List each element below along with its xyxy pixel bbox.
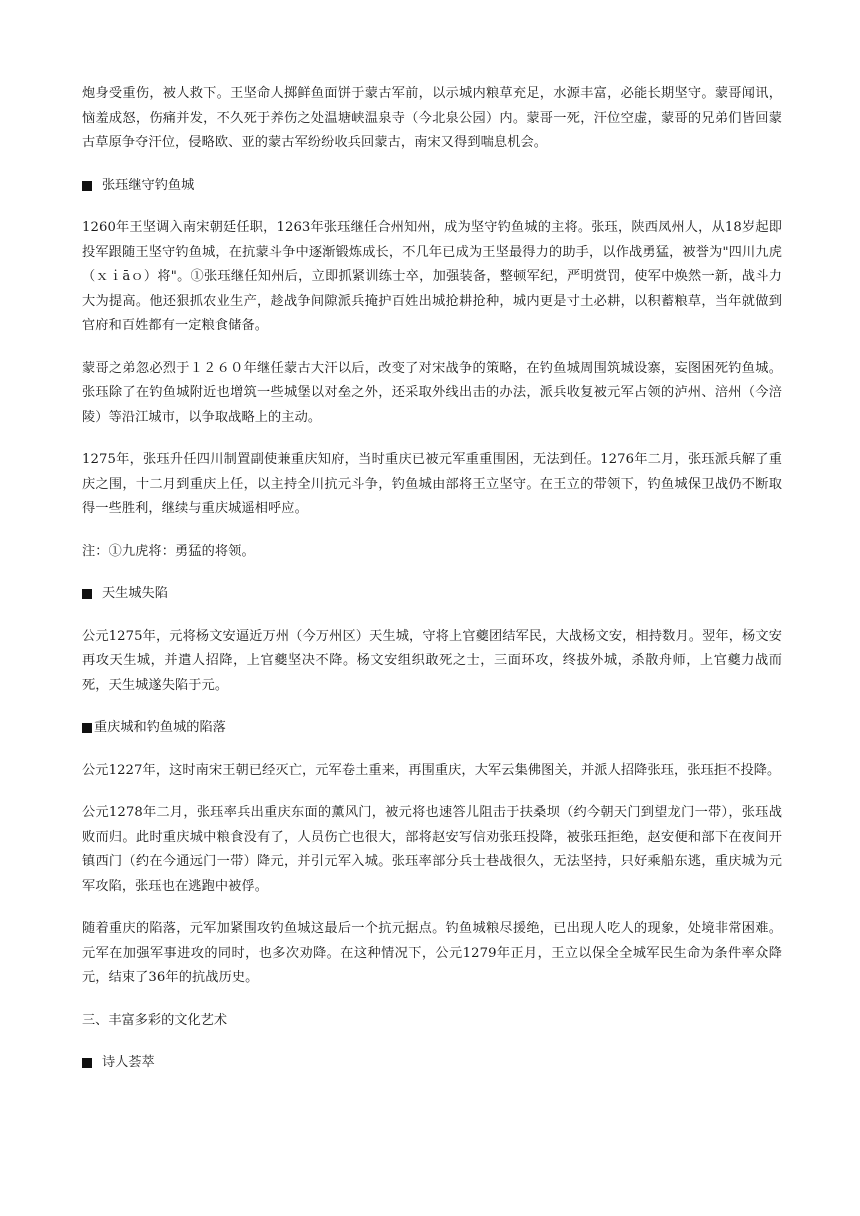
square-bullet-icon xyxy=(82,1058,92,1068)
heading-text: 张珏继守钓鱼城 xyxy=(102,177,195,193)
chapter-heading-culture xyxy=(82,1009,782,1034)
paragraph-kublai: 蒙哥之弟忽必烈于１２６０年继任蒙古大汗以后，改变了对宋战争的策略，在钓鱼城周围筑城设寨，妄图困死钓鱼城。张珏除了在钓鱼城附近也增筑一些城堡以对垒之外，还采取外线出击的办法，派兵收复被元军占领的泸州、涪州（今涪陵）等沿江城市，以争取战略上的主动。 xyxy=(82,360,782,425)
paragraph-tiansheng: 公元1275年，元将杨文安逼近万州（今万州区）天生城，守将上官夔团结军民，大战杨文安，相持数月。翌年，杨文安再攻天生城，并遣人招降，上官夔坚决不降。杨文安组织敢死之士，三面环攻，终拔外城，杀散舟师，上官夔力战而死，天生城遂失陷于元。 xyxy=(82,628,782,693)
heading-text: 三、丰富多彩的文化艺术 xyxy=(82,1012,228,1028)
heading-text: 重庆城和钓鱼城的陷落 xyxy=(94,720,226,735)
paragraph-1227: 公元1227年，这时南宋王朝已经灭亡，元军卷土重来，再围重庆，大军云集佛图关，并派人招降张珏，张珏拒不投降。 xyxy=(82,762,781,778)
square-bullet-icon xyxy=(82,589,92,599)
paragraph-1260: 1260年王坚调入南宋朝廷任职，1263年张珏继任合州知州，成为坚守钓鱼城的主将。张珏，陕西凤州人，从18岁起即投军跟随王坚守钓鱼城，在抗蒙斗争中逐渐锻炼成长，不几年已成为王坚最得力的助手，以作战勇猛，被誉为"四川九虎（ｘｉāｏ）将"。①张珏继任知州后，立即抓紧训练士卒，加强装备，整顿军纪，严明赏罚，使军中焕然一新，战斗力大为提高。他还狠抓农业生产，趁战争间隙派兵掩护百姓出城抢耕抢种，城内更是寸土必耕，以积蓄粮草，当年就做到官府和百姓都有一定粮食储备。 xyxy=(82,220,782,333)
section-heading-zhangjue xyxy=(82,174,782,199)
section-heading-poets xyxy=(82,1051,782,1076)
paragraph-1275: 1275年，张珏升任四川制置副使兼重庆知府，当时重庆已被元军重重围困，无法到任。1276年二月，张珏派兵解了重庆之围，十二月到重庆上任，以主持全川抗元斗争，钓鱼城由部将王立坚守。在王立的带领下，钓鱼城保卫战仍不断取得一些胜利，继续与重庆城遥相呼应。 xyxy=(82,452,782,516)
square-bullet-icon xyxy=(82,723,92,733)
paragraph-intro: 炮身受重伤，被人救下。王坚命人掷鲜鱼面饼于蒙古军前，以示城内粮草充足，水源丰富，必能长期坚守。蒙哥闻讯，恼羞成怒，伤痛并发，不久死于养伤之处温塘峡温泉寺（今北泉公园）内。蒙哥一死，汗位空虚，蒙哥的兄弟们皆回蒙古草原争夺汗位，侵略欧、亚的蒙古军纷纷收兵回蒙古，南宋又得到喘息机会。 xyxy=(82,86,782,150)
section-heading-tiansheng xyxy=(82,582,782,607)
document-page xyxy=(82,82,782,1094)
square-bullet-icon xyxy=(82,181,92,191)
section-heading-fall xyxy=(82,716,782,741)
heading-text: 诗人荟萃 xyxy=(102,1055,155,1070)
footnote: 注：①九虎将：勇猛的将领。 xyxy=(82,543,255,559)
paragraph-1278: 公元1278年二月，张珏率兵出重庆东面的薰风门，被元将也速答儿阻击于扶桑坝（约今朝天门到望龙门一带），张珏战败而归。此时重庆城中粮食没有了，人员伤亡也很大，部将赵安写信劝张珏投降，被张珏拒绝，赵安便和部下在夜间开镇西门（约在今通远门一带）降元，并引元军入城。张珏率部分兵士巷战很久，无法坚持，只好乘船东逃，重庆城为元军攻陷，张珏也在逃跑中被俘。 xyxy=(82,805,782,894)
paragraph-final-siege: 随着重庆的陷落，元军加紧围攻钓鱼城这最后一个抗元据点。钓鱼城粮尽援绝，已出现人吃人的现象，处境非常困难。元军在加强军事进攻的同时，也多次劝降。在这种情况下，公元1279年正月，王立以保全全城军民生命为条件率众降元，结束了36年的抗战历史。 xyxy=(82,921,782,985)
heading-text: 天生城失陷 xyxy=(102,586,168,601)
